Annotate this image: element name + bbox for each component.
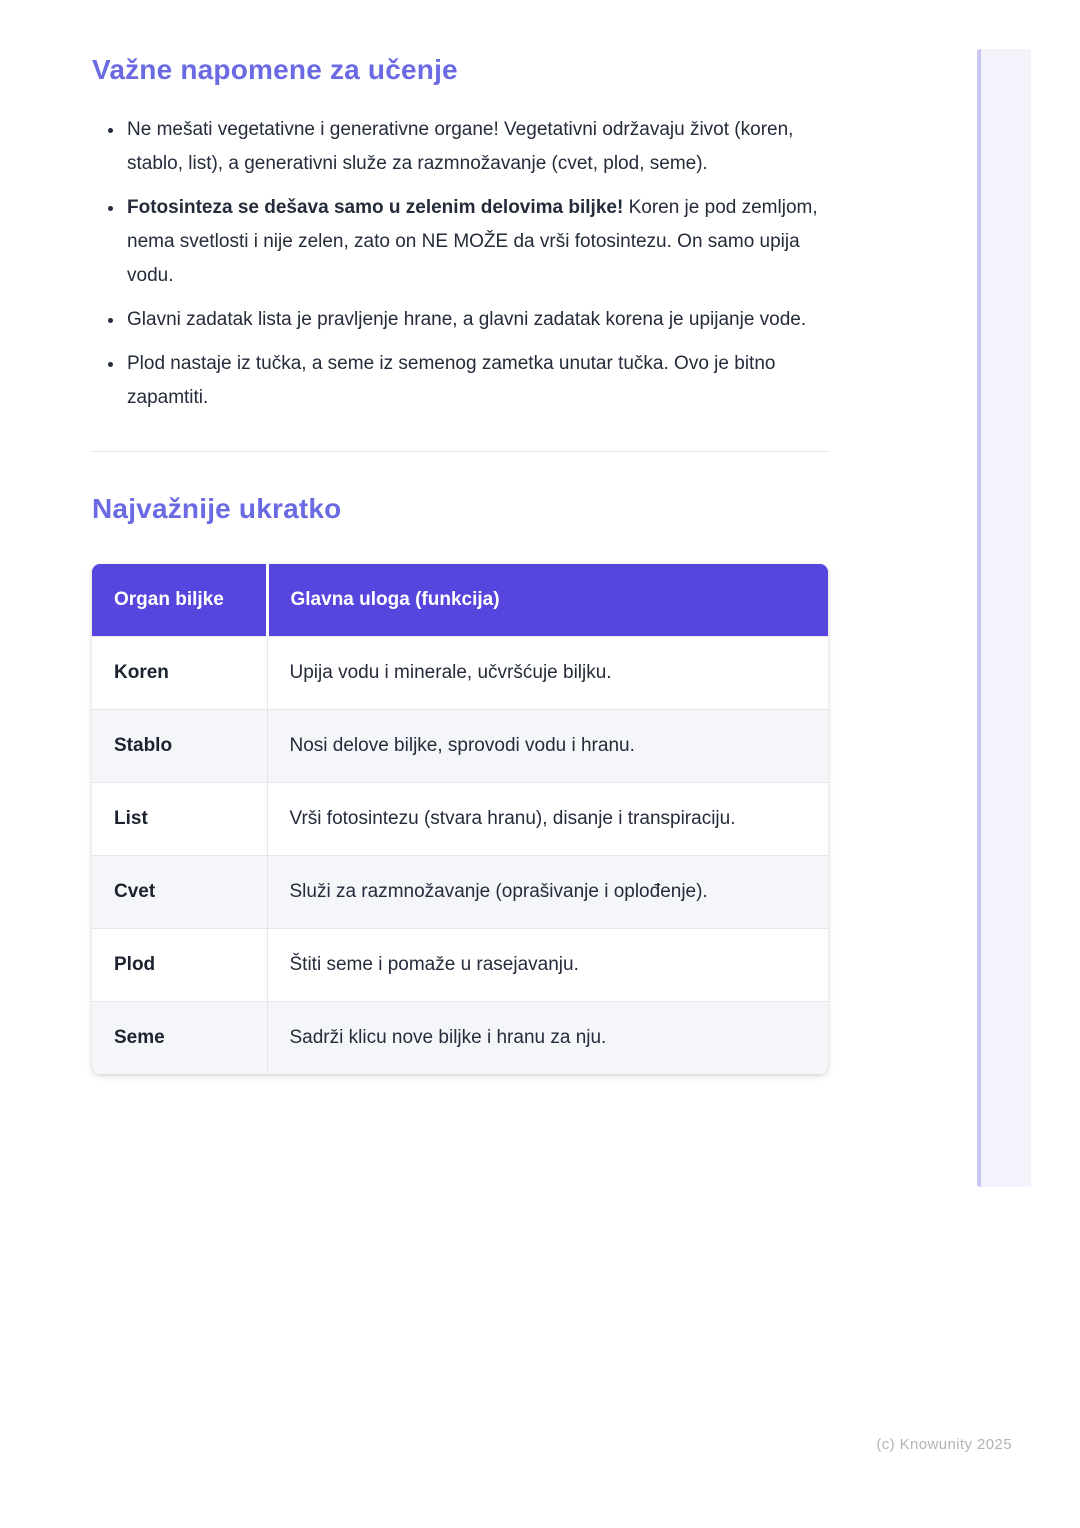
cell-role: Vrši fotosintezu (stvara hranu), disanje i transpiraciju. [267,783,828,856]
section-title-summary: Najvažnije ukratko [92,493,342,524]
cell-organ: Koren [92,637,267,710]
table-row [92,710,828,783]
plant-organs-table [92,564,828,1074]
cell-role: Štiti seme i pomaže u rasejavanju. [267,929,828,1002]
cell-role: Nosi delove biljke, sprovodi vodu i hranu. [267,710,828,783]
notes-page-content [92,53,828,1074]
cell-organ: Plod [92,929,267,1002]
column-header-organ: Organ biljke [92,564,267,637]
bullet-text: Ne mešati vegetativne i generativne organe! Vegetativni održavaju život (koren, stablo, list), a generativni služe za razmnožavanje (cvet, plod, seme). [127,119,794,174]
table-row [92,856,828,929]
table-row [92,637,828,710]
table-row [92,783,828,856]
list-item [125,191,828,293]
table-header [92,564,828,637]
study-notes-list [92,113,828,415]
cell-organ: List [92,783,267,856]
bullet-text: Koren je pod zemljom, nema svetlosti i nije zelen, zato on NE MOŽE da vrši fotosintezu. On samo upija vodu. [127,197,818,286]
section-title-study-notes: Važne napomene za učenje [92,54,458,85]
cell-organ: Seme [92,1002,267,1075]
cell-role: Služi za razmnožavanje (oprašivanje i oplođenje). [267,856,828,929]
column-header-role: Glavna uloga (funkcija) [267,564,828,637]
cell-role: Upija vodu i minerale, učvršćuje biljku. [267,637,828,710]
list-item [125,113,828,181]
bullet-text: Plod nastaje iz tučka, a seme iz semenog zametka unutar tučka. Ovo je bitno zapamtiti. [127,353,776,408]
table-row [92,929,828,1002]
table-row [92,1002,828,1075]
summary-table-card [92,564,828,1074]
bullet-text: Glavni zadatak lista je pravljenje hrane, a glavni zadatak korena je upijanje vode. [127,309,807,330]
section-divider [92,451,828,452]
cell-organ: Stablo [92,710,267,783]
list-item [125,347,828,415]
page-edge-strip [977,49,1031,1187]
list-item [125,303,828,337]
copyright-note: (c) Knowunity 2025 [876,1436,1012,1453]
cell-role: Sadrži klicu nove biljke i hranu za nju. [267,1002,828,1075]
cell-organ: Cvet [92,856,267,929]
bullet-bold-lead: Fotosinteza se dešava samo u zelenim delovima biljke! [127,197,624,218]
